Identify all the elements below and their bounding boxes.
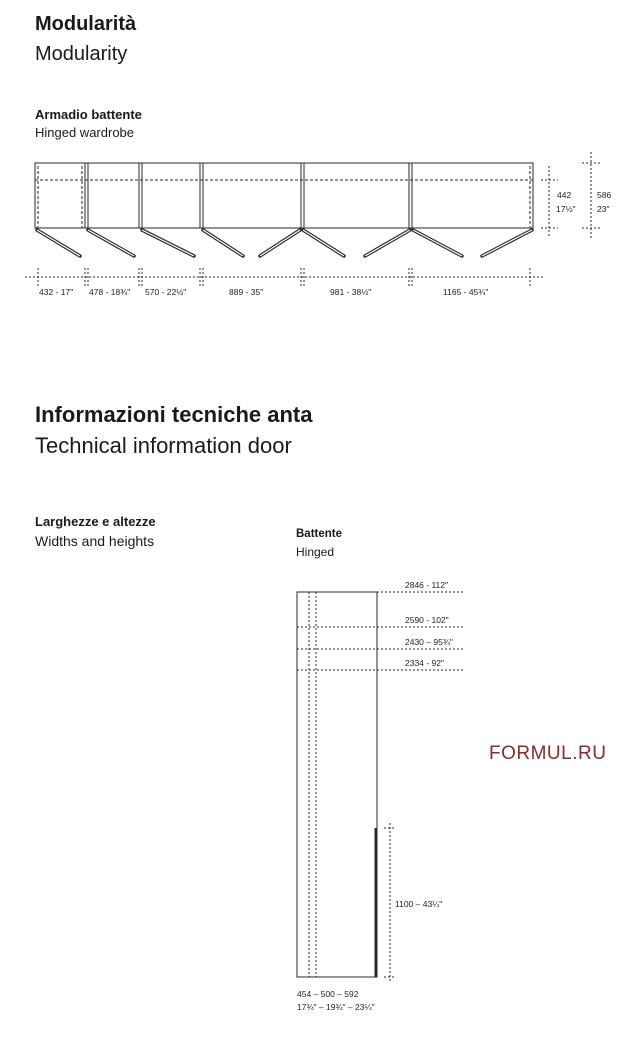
sizes-subtitle-it: Larghezze e altezze [35,514,156,529]
depth-inner-in: 17½" [556,204,576,214]
technical-title-it: Informazioni tecniche anta [35,402,313,427]
height-label: 2590 - 102" [405,615,449,625]
wardrobe-subtitle-en: Hinged wardrobe [35,125,135,140]
width-label: 889 - 35" [229,287,264,297]
door-type-it: Battente [296,528,343,540]
depth-inner-mm: 442 [557,190,572,200]
wardrobe-subtitle-it: Armadio battente [35,107,142,122]
height-label: 2430 – 95¾" [405,637,453,647]
height-label: 2334 - 92" [405,658,444,668]
width-label: 432 - 17" [39,287,74,297]
depth-outer-in: 23" [597,204,610,214]
width-label: 570 - 22½" [145,287,187,297]
modularity-title-en: Modularity [35,43,128,65]
height-label: 2846 - 112" [405,580,449,590]
door-type-en: Hinged [296,545,335,559]
width-label: 1165 - 45¾" [443,287,489,297]
door-widths-in: 17¾" – 19¾" – 23¼" [297,1002,375,1012]
door-widths-mm: 454 – 500 – 592 [297,989,359,999]
modularity-title-it: Modularità [35,13,137,35]
depth-outer-mm: 586 [597,190,612,200]
handle-height-label: 1100 – 43¼" [395,899,443,909]
technical-title-en: Technical information door [35,433,292,458]
width-label: 478 - 18¾" [89,287,131,297]
watermark-text: FORMUL.RU [489,743,607,764]
sizes-subtitle-en: Widths and heights [35,533,155,549]
width-label: 981 - 38½" [330,287,372,297]
